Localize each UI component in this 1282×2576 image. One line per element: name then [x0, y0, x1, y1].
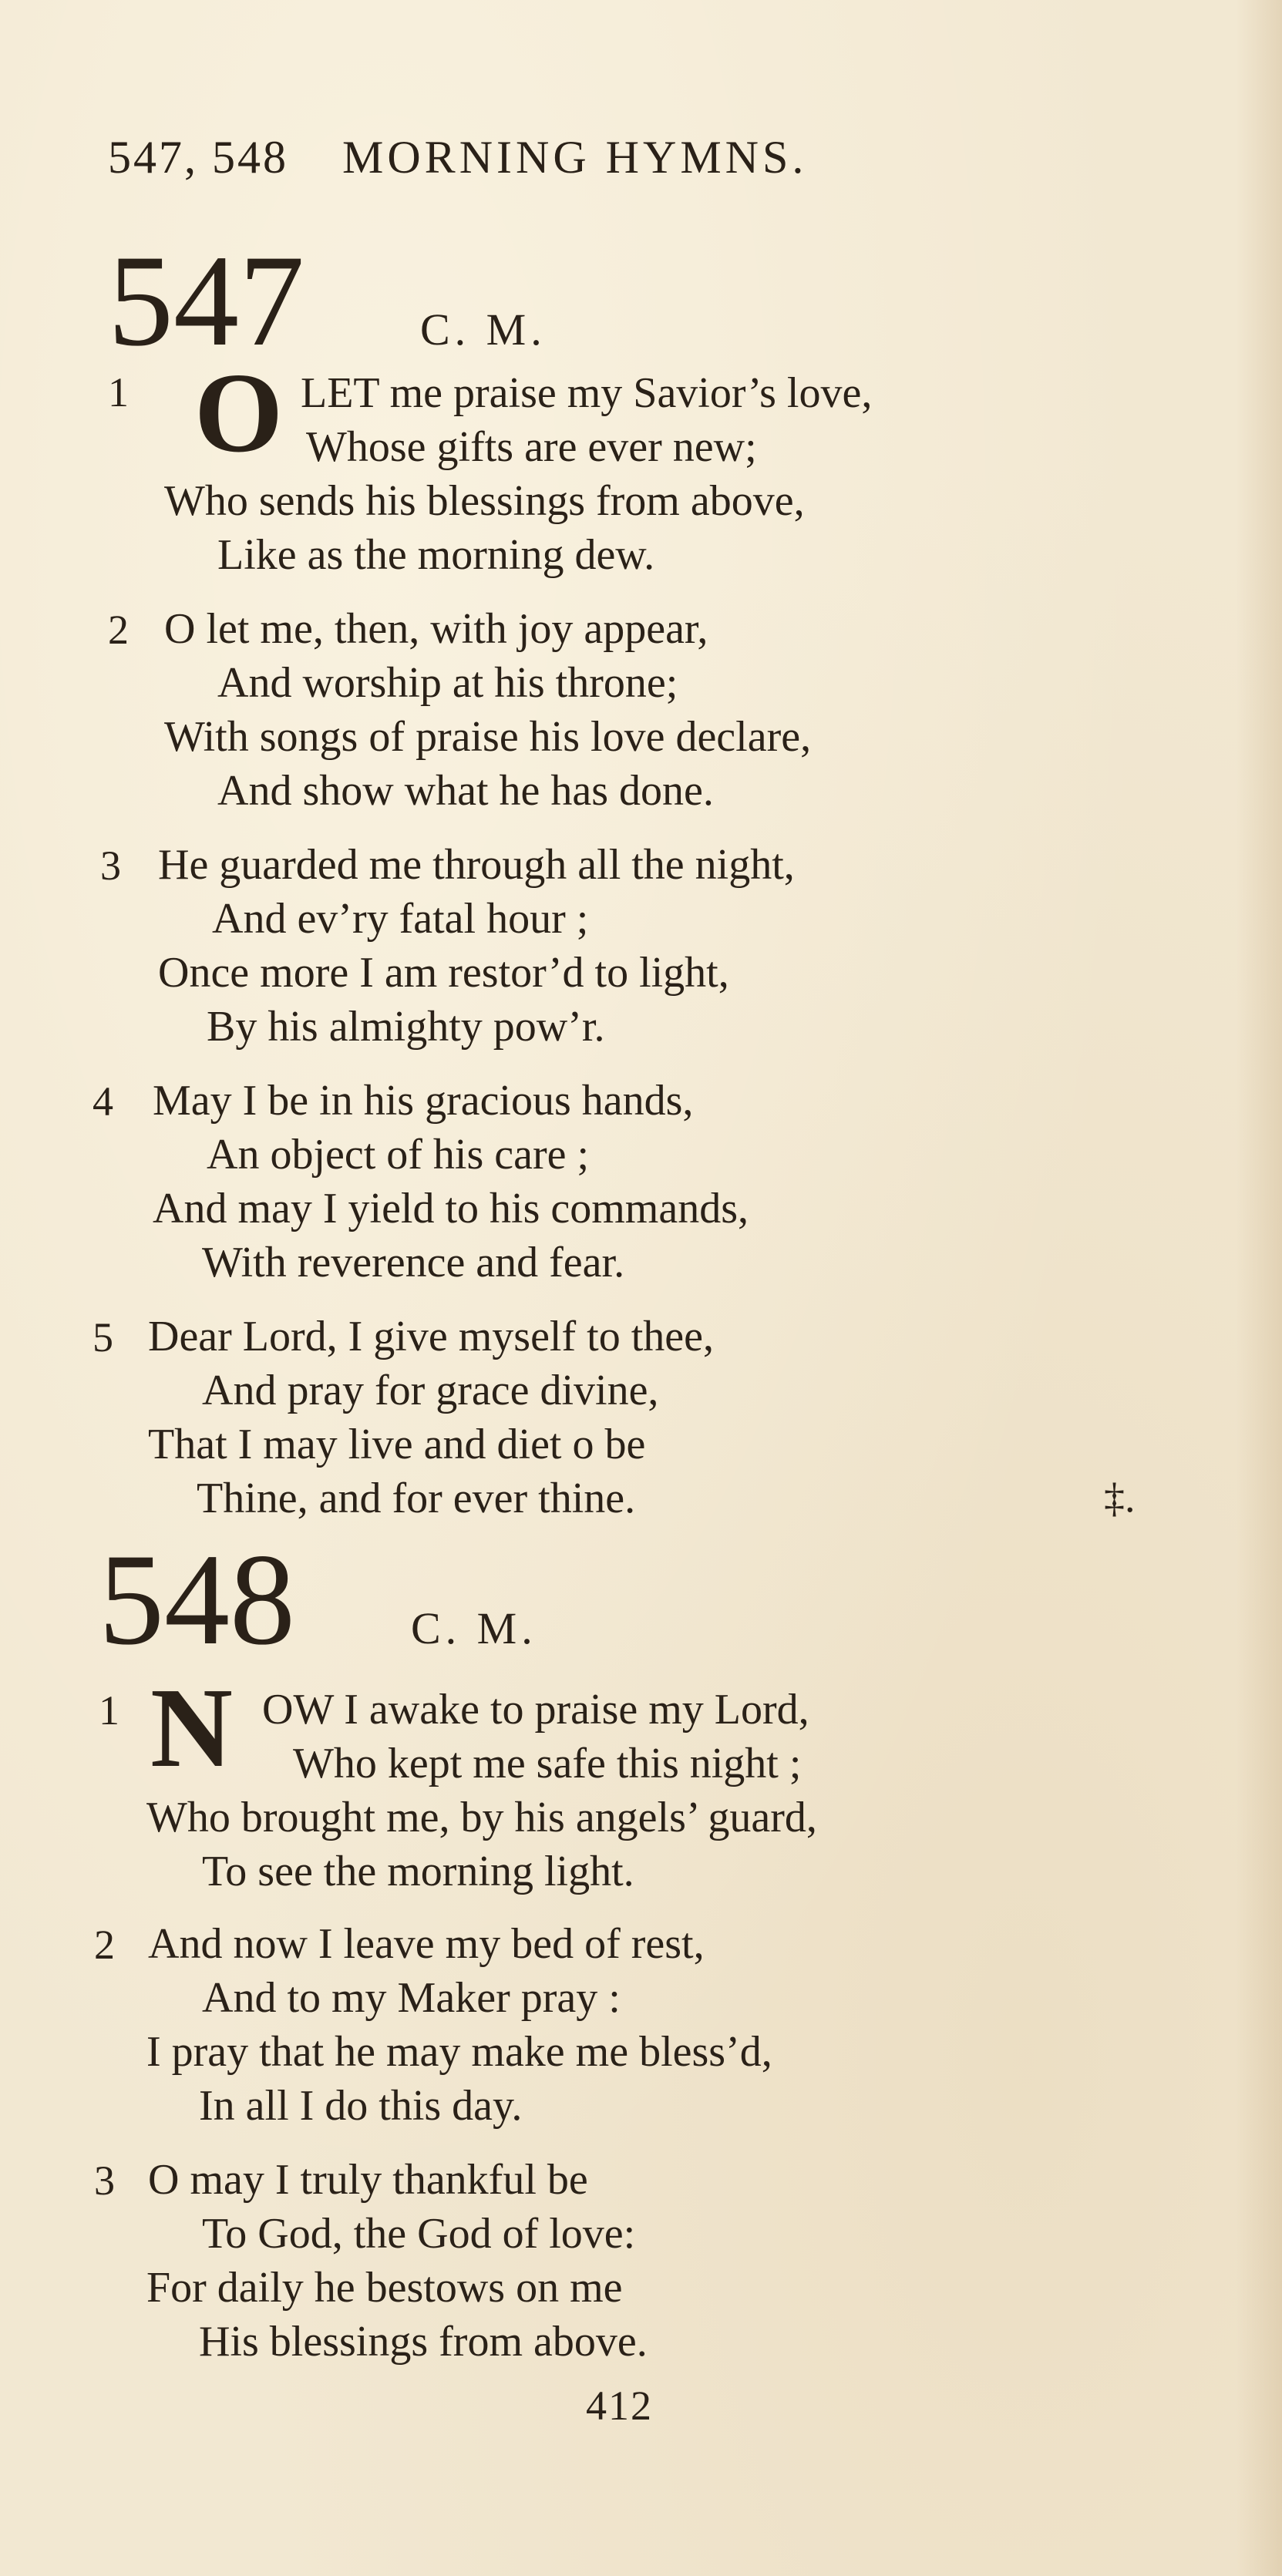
verse-line: And worship at his throne; [217, 659, 678, 707]
verse-line: And may I yield to his commands, [153, 1185, 749, 1233]
page-number: 412 [586, 2383, 653, 2429]
verse-line: By his almighty pow’r. [207, 1003, 605, 1051]
verse-line: Thine, and for ever thine. [197, 1475, 636, 1522]
verse-line: An object of his care ; [207, 1131, 590, 1179]
drop-cap: N [150, 1665, 233, 1791]
page-edge-shadow [1236, 0, 1282, 2576]
stanza-number: 4 [93, 1078, 113, 1125]
verse-line: Who brought me, by his angels’ guard, [146, 1794, 817, 1841]
verse-line: I pray that he may make me bless’d, [146, 2028, 772, 2076]
verse-line: With reverence and fear. [202, 1239, 625, 1286]
stanza-number: 2 [94, 1922, 115, 1968]
running-head-numbers: 547, 548 [108, 132, 288, 183]
stanza-number: 3 [94, 2157, 115, 2204]
verse-line: And to my Maker pray : [202, 1974, 621, 2022]
stanza-number: 1 [99, 1687, 119, 1734]
verse-line: OW I awake to praise my Lord, [262, 1686, 809, 1734]
verse-line: And ev’ry fatal hour ; [212, 895, 589, 943]
verse-line: Dear Lord, I give myself to thee, [148, 1313, 714, 1360]
hymn-meter: C. M. [411, 1603, 537, 1653]
verse-line: Like as the morning dew. [217, 531, 655, 579]
stanza-number: 2 [108, 607, 129, 653]
verse-line: LET me praise my Savior’s love, [301, 369, 873, 417]
running-head [108, 131, 807, 184]
verse-line: Who kept me safe this night ; [293, 1740, 802, 1787]
hymn-meter: C. M. [420, 304, 547, 355]
hymn-number: 548 [99, 1527, 295, 1672]
verse-line: O may I truly thankful be [148, 2156, 588, 2204]
stanza-number: 5 [93, 1314, 113, 1360]
verse-line: Whose gifts are ever new; [306, 423, 757, 471]
verse-line: With songs of praise his love declare, [164, 713, 812, 761]
margin-mark: ‡. [1104, 1475, 1136, 1521]
verse-line: His blessings from above. [199, 2318, 648, 2366]
hymn-547-header [108, 228, 547, 373]
verse-line: And pray for grace divine, [202, 1367, 659, 1414]
verse-line: In all I do this day. [199, 2082, 523, 2130]
verse-line: To see the morning light. [202, 1848, 634, 1895]
verse-line: And now I leave my bed of rest, [148, 1920, 705, 1968]
running-head-title: MORNING HYMNS. [342, 132, 808, 183]
verse-line: He guarded me through all the night, [158, 841, 795, 889]
verse-line: Who sends his blessings from above, [164, 477, 805, 525]
stanza-number: 3 [100, 842, 121, 889]
hymn-number: 547 [108, 228, 305, 373]
verse-line: Once more I am restor’d to light, [158, 949, 729, 997]
stanza-number: 1 [108, 369, 129, 415]
verse-line: For daily he bestows on me [146, 2264, 623, 2312]
verse-line: That I may live and diet o be [148, 1421, 646, 1468]
hymn-548-header [99, 1527, 537, 1672]
verse-line: May I be in his gracious hands, [153, 1077, 694, 1125]
verse-line: O let me, then, with joy appear, [164, 605, 708, 653]
verse-line: To God, the God of love: [202, 2210, 636, 2258]
drop-cap: O [194, 350, 284, 476]
verse-line: And show what he has done. [217, 767, 714, 815]
